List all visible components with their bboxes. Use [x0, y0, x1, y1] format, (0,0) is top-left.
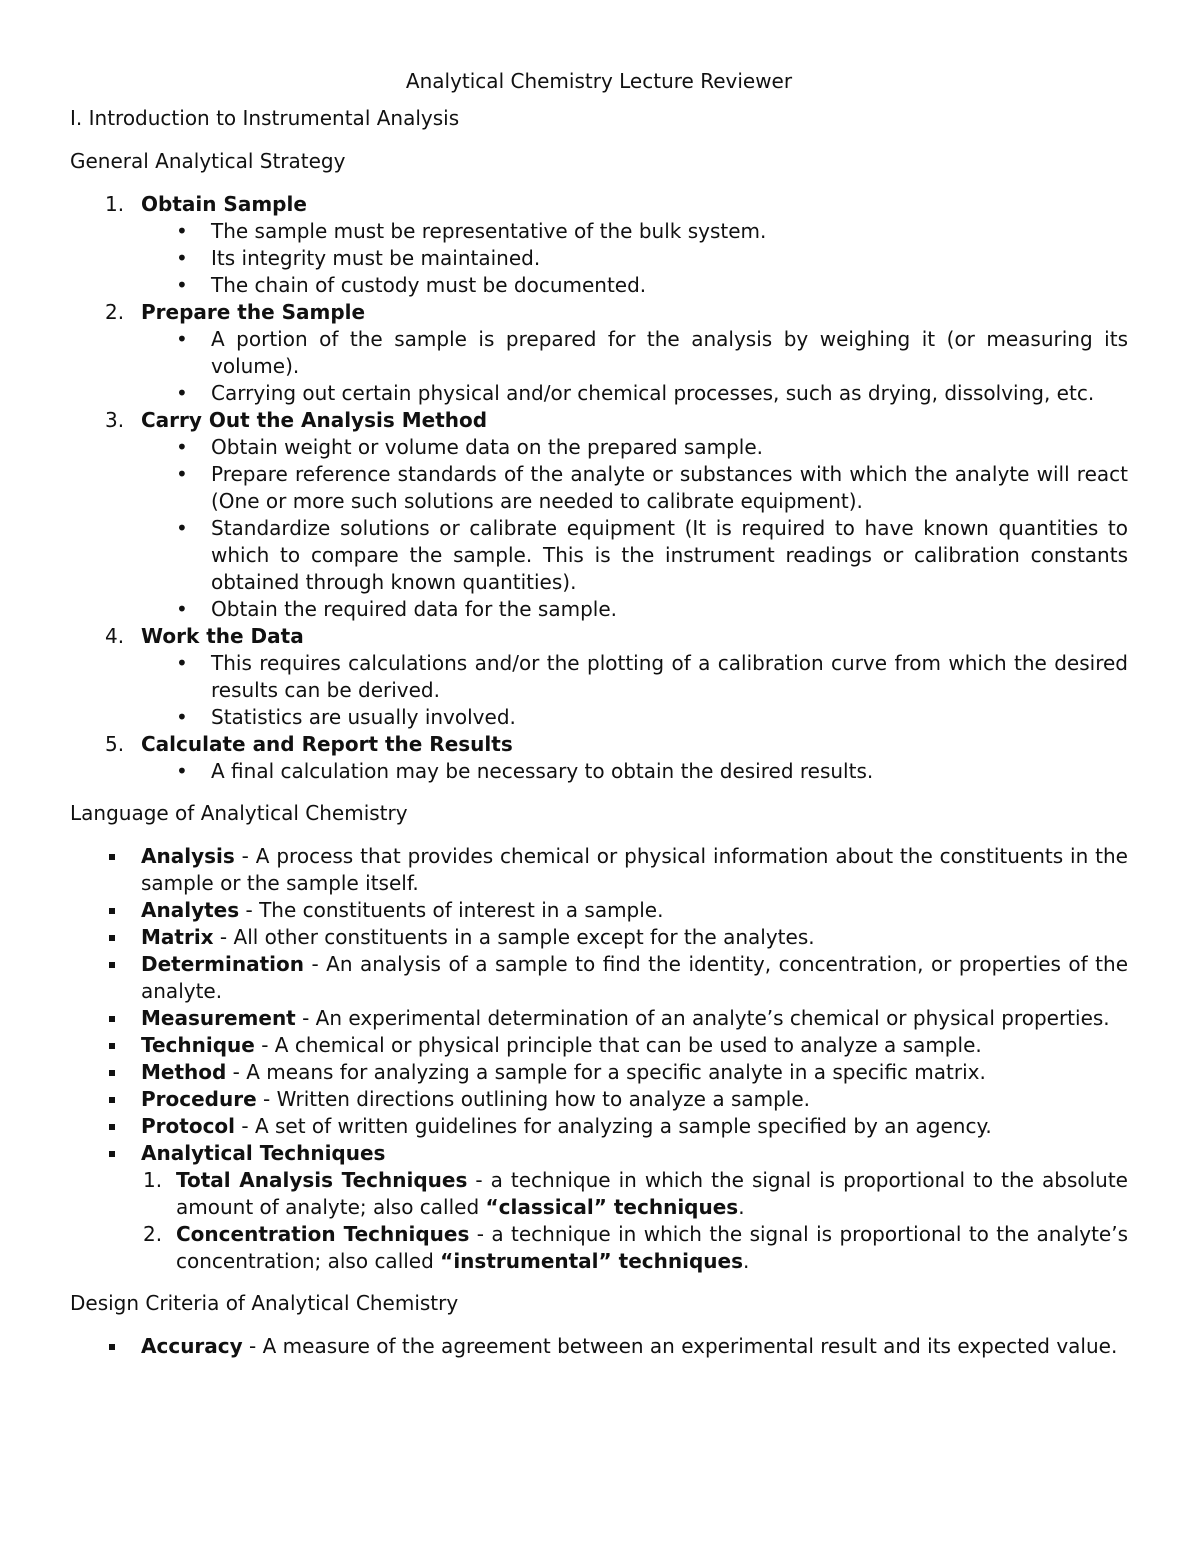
- bullet-icon: •: [176, 273, 188, 297]
- term-definition: - A measure of the agreement between an experimental result and its expected value.: [242, 1334, 1118, 1358]
- term-name: Analytes: [141, 898, 240, 922]
- step-title: Carry Out the Analysis Method: [141, 408, 488, 432]
- term-item: [70, 897, 1128, 924]
- step-number: 4.: [105, 624, 125, 648]
- technique-definition: - a technique in which the signal is proportional to the analyte’s concentration; also called: [176, 1222, 1129, 1273]
- techniques-list: [141, 1167, 1128, 1275]
- technique-definition: - a technique in which the signal is proportional to the absolute amount of analyte; also called: [176, 1168, 1128, 1219]
- term-definition: - A chemical or physical principle that can be used to analyze a sample.: [254, 1033, 982, 1057]
- bullet-text: The chain of custody must be documented.: [211, 273, 647, 297]
- term-definition: - Written directions outlining how to analyze a sample.: [256, 1087, 811, 1111]
- square-bullet-icon: [109, 962, 115, 968]
- term-item: [70, 1333, 1128, 1360]
- term-definition: - A process that provides chemical or physical information about the constituents in the sample or the sample itself.: [141, 844, 1128, 895]
- technique-end: .: [738, 1195, 745, 1219]
- term-name: Procedure: [141, 1087, 257, 1111]
- bullet-icon: •: [176, 327, 188, 351]
- step-item: [70, 299, 1128, 407]
- step-bullets: [141, 650, 1128, 731]
- bullet-text: Obtain the required data for the sample.: [211, 597, 617, 621]
- bullet-item: [70, 461, 1128, 515]
- bullet-item: [70, 515, 1128, 596]
- step-title: Work the Data: [141, 624, 304, 648]
- term-definition: - An analysis of a sample to find the identity, concentration, or properties of the analyte.: [141, 952, 1128, 1003]
- bullet-item: [70, 380, 1128, 407]
- step-item: [70, 191, 1128, 299]
- technique-called: “classical” techniques: [485, 1195, 739, 1219]
- term-name: Matrix: [141, 925, 214, 949]
- term-item: [70, 924, 1128, 951]
- bullet-text: A final calculation may be necessary to obtain the desired results.: [211, 759, 874, 783]
- step-item: [70, 407, 1128, 623]
- language-terms: [70, 843, 1128, 1275]
- section-heading-intro: I. Introduction to Instrumental Analysis: [70, 106, 460, 130]
- bullet-icon: •: [176, 219, 188, 243]
- term-name: Analytical Techniques: [141, 1141, 386, 1165]
- term-name: Determination: [141, 952, 304, 976]
- bullet-icon: •: [176, 705, 188, 729]
- strategy-steps: [70, 191, 1128, 785]
- step-number: 2.: [105, 300, 125, 324]
- step-bullets: [141, 758, 1128, 785]
- bullet-text: Standardize solutions or calibrate equipment (It is required to have known quantities to which to compare the sample. This is the instrument readings or calibration constants obtained through known quantities).: [211, 516, 1128, 594]
- term-name: Measurement: [141, 1006, 296, 1030]
- design-terms: [70, 1333, 1128, 1360]
- term-name: Analysis: [141, 844, 235, 868]
- term-item: [70, 1113, 1128, 1140]
- bullet-item: [70, 596, 1128, 623]
- bullet-icon: •: [176, 597, 188, 621]
- technique-item: [141, 1167, 1128, 1221]
- bullet-text: The sample must be representative of the bulk system.: [211, 219, 767, 243]
- bullet-icon: •: [176, 246, 188, 270]
- term-name: Protocol: [141, 1114, 236, 1138]
- step-number: 3.: [105, 408, 125, 432]
- bullet-icon: •: [176, 759, 188, 783]
- bullet-text: A portion of the sample is prepared for the analysis by weighing it (or measuring its volume).: [211, 327, 1128, 378]
- step-number: 5.: [105, 732, 125, 756]
- term-name: Technique: [141, 1033, 255, 1057]
- heading-general-strategy: General Analytical Strategy: [70, 149, 346, 173]
- bullet-icon: •: [176, 651, 188, 675]
- term-definition: - A means for analyzing a sample for a specific analyte in a specific matrix.: [226, 1060, 986, 1084]
- term-name: Method: [141, 1060, 227, 1084]
- term-definition: - All other constituents in a sample except for the analytes.: [213, 925, 815, 949]
- square-bullet-icon: [109, 1151, 115, 1157]
- term-name: Accuracy: [141, 1334, 243, 1358]
- step-title: Prepare the Sample: [141, 300, 366, 324]
- step-item: [70, 731, 1128, 785]
- technique-called: “instrumental” techniques: [440, 1249, 743, 1273]
- term-item: [70, 1005, 1128, 1032]
- bullet-item: [70, 434, 1128, 461]
- bullet-text: Carrying out certain physical and/or chemical processes, such as drying, dissolving, etc.: [211, 381, 1095, 405]
- bullet-item: [70, 758, 1128, 785]
- term-item: [70, 843, 1128, 897]
- bullet-item: [70, 218, 1128, 245]
- square-bullet-icon: [109, 854, 115, 860]
- document-title: Analytical Chemistry Lecture Reviewer: [405, 69, 793, 93]
- technique-name: Concentration Techniques: [176, 1222, 470, 1246]
- bullet-item: [70, 272, 1128, 299]
- square-bullet-icon: [109, 908, 115, 914]
- step-number: 1.: [105, 192, 125, 216]
- term-definition: - An experimental determination of an analyte’s chemical or physical properties.: [295, 1006, 1110, 1030]
- term-item: [70, 1059, 1128, 1086]
- step-bullets: [141, 218, 1128, 299]
- square-bullet-icon: [109, 1016, 115, 1022]
- bullet-icon: •: [176, 462, 188, 486]
- term-item: [70, 1140, 1128, 1275]
- square-bullet-icon: [109, 1043, 115, 1049]
- bullet-icon: •: [176, 381, 188, 405]
- term-definition: - A set of written guidelines for analyzing a sample specified by an agency.: [235, 1114, 992, 1138]
- document-page: [70, 68, 1128, 1360]
- step-item: [70, 623, 1128, 731]
- bullet-icon: •: [176, 516, 188, 540]
- step-title: Obtain Sample: [141, 192, 307, 216]
- square-bullet-icon: [109, 1097, 115, 1103]
- bullet-text: Statistics are usually involved.: [211, 705, 516, 729]
- heading-design-criteria: Design Criteria of Analytical Chemistry: [70, 1291, 459, 1315]
- technique-number: 1.: [143, 1168, 163, 1192]
- term-item: [70, 951, 1128, 1005]
- bullet-item: [70, 650, 1128, 704]
- bullet-text: Prepare reference standards of the analyte or substances with which the analyte will react (One or more such solutions are needed to calibrate equipment).: [211, 462, 1128, 513]
- bullet-icon: •: [176, 435, 188, 459]
- bullet-item: [70, 245, 1128, 272]
- term-item: [70, 1086, 1128, 1113]
- technique-end: .: [742, 1249, 750, 1273]
- term-item: [70, 1032, 1128, 1059]
- term-definition: - The constituents of interest in a sample.: [239, 898, 664, 922]
- technique-item: [141, 1221, 1128, 1275]
- step-bullets: [141, 434, 1128, 623]
- square-bullet-icon: [109, 1070, 115, 1076]
- technique-number: 2.: [143, 1222, 163, 1246]
- bullet-text: This requires calculations and/or the plotting of a calibration curve from which the desired results can be derived.: [211, 651, 1128, 702]
- bullet-text: Its integrity must be maintained.: [211, 246, 541, 270]
- heading-language: Language of Analytical Chemistry: [70, 801, 408, 825]
- step-bullets: [141, 326, 1128, 407]
- square-bullet-icon: [109, 1124, 115, 1130]
- technique-name: Total Analysis Techniques: [176, 1168, 468, 1192]
- bullet-item: [70, 326, 1128, 380]
- bullet-item: [70, 704, 1128, 731]
- square-bullet-icon: [109, 935, 115, 941]
- step-title: Calculate and Report the Results: [141, 732, 513, 756]
- square-bullet-icon: [109, 1344, 115, 1350]
- bullet-text: Obtain weight or volume data on the prepared sample.: [211, 435, 763, 459]
